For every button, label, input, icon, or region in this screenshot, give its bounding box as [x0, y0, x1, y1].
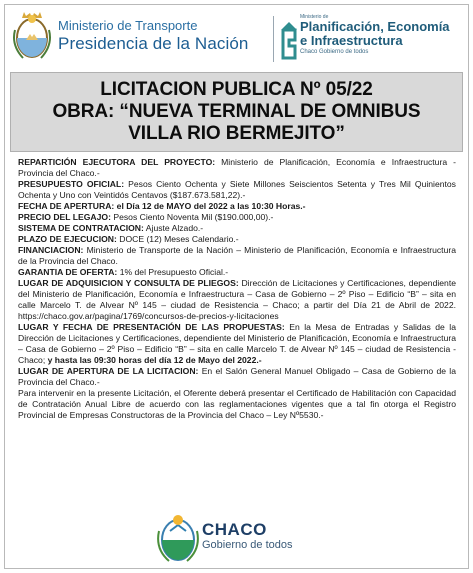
financiacion-label: FINANCIACION:	[18, 245, 84, 255]
lugar-apertura-paragraph	[18, 366, 456, 388]
fecha-paragraph	[18, 201, 456, 212]
lugar-presentacion-deadline: y hasta las 09:30 horas del día 12 de Mayo del 2022.-	[47, 355, 262, 365]
escudo-chaco-icon	[155, 513, 201, 563]
garantia-text: 1% del Presupuesto Oficial.-	[117, 267, 229, 277]
garantia-paragraph	[18, 267, 456, 278]
presupuesto-label: PRESUPUESTO OFICIAL:	[18, 179, 125, 189]
fecha-text: el Día 12 de MAYO del 2022 a las 10:30 Horas.-	[114, 201, 306, 211]
financiacion-text: Ministerio de Transporte de la Nación – Ministerio de Planificación, Economía e Infraestructura de la Provincia del Chaco.	[18, 245, 456, 266]
precio-text: Pesos Ciento Noventa Mil ($190.000,00).-	[110, 212, 274, 222]
plazo-text: DOCE (12) Meses Calendario.-	[116, 234, 239, 244]
precio-label: PRECIO DEL LEGAJO:	[18, 212, 111, 222]
lugar-adquisicion-label: LUGAR DE ADQUISICION Y CONSULTA DE PLIEGOS:	[18, 278, 239, 288]
body-text	[18, 157, 456, 421]
garantia-label: GARANTIA DE OFERTA:	[18, 267, 118, 277]
title-line1: LICITACION PUBLICA Nº 05/22	[100, 79, 373, 100]
fecha-label: FECHA DE APERTURA:	[18, 201, 115, 211]
footer-chaco: CHACO	[202, 520, 267, 539]
title-box	[10, 72, 463, 152]
intervenir-paragraph: Para intervenir en la presente Licitación, el Oferente deberá presentar el Certificado de Habilitación con Capacidad de Contratación Anual Libre de acuerdo con las reglamentaciones vigentes que a tal fin otorga el Registro Provincial de Empresas Constructoras de la Provincia del Chaco – Ley Nº5530.-	[18, 388, 456, 420]
ministerio-linea2: Presidencia de la Nación	[58, 34, 249, 53]
lugar-presentacion-text: En la Mesa de Entradas y Salidas de la Dirección de Licitaciones y Certificaciones, dependiente del Ministerio de Planificación, Economía e Infraestructura – Casa de Gobierno – 2º Piso – Edificio “B” – sita en calle Marcelo T. de Alvear Nº 145 – ciudad de Resistencia - Chaco;	[18, 322, 456, 365]
header	[8, 8, 465, 68]
ministerio-linea1: Ministerio de Transporte	[58, 18, 198, 33]
planif-linea2: e Infraestructura	[300, 33, 403, 48]
planificacion-logo-icon	[280, 20, 298, 60]
title-line3: VILLA RIO BERMEJITO”	[128, 123, 345, 144]
header-divider	[273, 16, 274, 62]
sistema-text: Ajuste Alzado.-	[143, 223, 204, 233]
financiacion-paragraph	[18, 245, 456, 267]
presupuesto-text: Pesos Ciento Ochenta y Siete Millones Seiscientos Setenta y Tres Mil Quinientos Ochenta y Uno con Veintidós Centavos ($187.673.581,22).-	[18, 179, 456, 200]
escudo-argentina-icon	[12, 10, 52, 62]
planif-sub: Chaco Gobierno de todos	[300, 49, 369, 55]
plazo-paragraph	[18, 234, 456, 245]
planif-linea1: Planificación, Economía	[300, 19, 450, 34]
reparticion-paragraph	[18, 157, 456, 179]
footer-gobierno: Gobierno de todos	[202, 539, 293, 551]
sistema-paragraph	[18, 223, 456, 234]
reparticion-label: REPARTICIÓN EJECUTORA DEL PROYECTO:	[18, 157, 216, 167]
lugar-apertura-text: En el Salón General Manuel Obligado – Casa de Gobierno de la Provincia del Chaco.-	[18, 366, 456, 387]
lugar-presentacion-paragraph	[18, 322, 456, 366]
lugar-adquisicion-text: Dirección de Licitaciones y Certificaciones, dependiente del Ministerio de Planificación, Economía e Infraestructura – Casa de Gobierno – 2º Piso – Edificio “B” – sita en calle Marcelo T. de Alvear Nº 145 – ciudad de Resistencia – Chaco; a partir del Día 21 de Abril de 2022. https://chaco.gov.ar/pagina/1769/concursos-de-precios-y-licitaciones	[18, 278, 457, 321]
planif-tiny: Ministerio de	[300, 14, 329, 20]
lugar-adquisicion-paragraph	[18, 278, 456, 322]
plazo-label: PLAZO DE EJECUCION:	[18, 234, 117, 244]
presupuesto-paragraph	[18, 179, 456, 201]
lugar-presentacion-label: LUGAR Y FECHA DE PRESENTACIÓN DE LAS PROPUESTAS:	[18, 322, 285, 332]
title-line2: OBRA: “NUEVA TERMINAL DE OMNIBUS	[52, 101, 421, 122]
lugar-apertura-label: LUGAR DE APERTURA DE LA LICITACION:	[18, 366, 199, 376]
footer-text	[202, 520, 293, 552]
reparticion-text: Ministerio de Planificación, Economía e Infraestructura - Provincia del Chaco.-	[18, 157, 456, 178]
precio-paragraph	[18, 212, 456, 223]
planificacion-text	[300, 14, 470, 56]
sistema-label: SISTEMA DE CONTRATACION:	[18, 223, 144, 233]
ministerio-transporte	[58, 18, 248, 54]
